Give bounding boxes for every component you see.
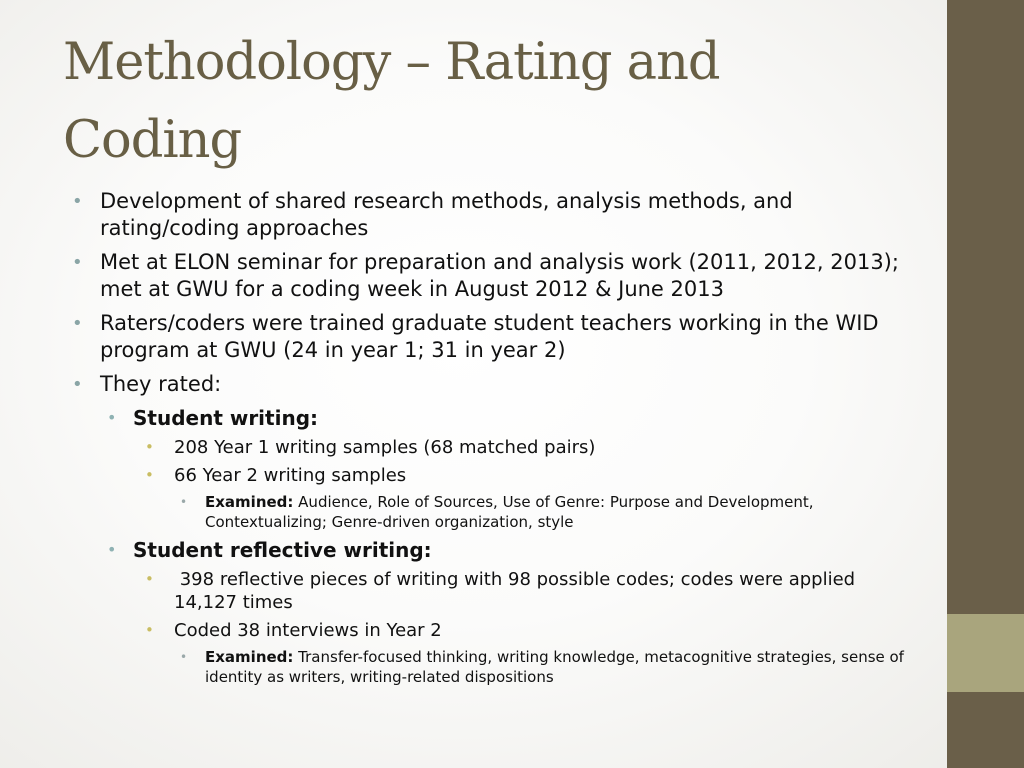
bullet-text: Coded 38 interviews in Year 2	[174, 620, 442, 641]
bullet-text: Development of shared research methods, analysis methods, and rating/coding approaches	[100, 189, 793, 240]
bullet-dot-icon: •	[145, 621, 154, 639]
sub-sub-bullet	[143, 568, 910, 614]
reflective-writing-heading: Student reflective writing:	[133, 538, 432, 562]
bullet-dot-icon: •	[180, 650, 188, 664]
sub-sub-bullet	[143, 464, 910, 487]
sub-bullet-heading	[103, 537, 910, 563]
examined-label: Examined:	[205, 493, 294, 511]
bullet-item	[70, 371, 910, 398]
bullet-dot-icon: •	[107, 408, 117, 427]
bullet-list	[70, 181, 910, 692]
bullet-text: They rated:	[100, 372, 222, 396]
slide-title-line2: Coding	[63, 111, 242, 170]
bullet-dot-icon: •	[72, 191, 83, 212]
examined-note	[175, 647, 910, 687]
bullet-dot-icon: •	[145, 466, 154, 484]
bullet-dot-icon: •	[107, 540, 117, 559]
bullet-text: 208 Year 1 writing samples (68 matched pairs)	[174, 437, 596, 458]
student-writing-heading: Student writing:	[133, 406, 319, 430]
bullet-dot-icon: •	[72, 252, 83, 273]
bullet-dot-icon: •	[145, 438, 154, 456]
sub-sub-bullet	[143, 619, 910, 642]
bullet-text: Met at ELON seminar for preparation and analysis work (2011, 2012, 2013); met at GWU for a coding week in August 2012 & June 2013	[100, 250, 899, 301]
bullet-text: Raters/coders were trained graduate student teachers working in the WID program at GWU (24 in year 1; 31 in year 2)	[100, 311, 879, 362]
examined-note	[175, 492, 910, 532]
slide-title	[63, 24, 923, 180]
bullet-text: 66 Year 2 writing samples	[174, 465, 407, 486]
examined-text: Transfer-focused thinking, writing knowledge, metacognitive strategies, sense of identity as writers, writing-related dispositions	[205, 648, 904, 686]
bullet-text: 398 reflective pieces of writing with 98 possible codes; codes were applied 14,127 times	[174, 569, 861, 613]
bullet-item	[70, 310, 910, 364]
examined-text: Audience, Role of Sources, Use of Genre: Purpose and Development, Contextualizing; Genre-driven organization, style	[205, 493, 814, 531]
sub-sub-bullet	[143, 436, 910, 459]
examined-label: Examined:	[205, 648, 294, 666]
bullet-dot-icon: •	[72, 374, 83, 395]
bullet-dot-icon: •	[180, 495, 188, 509]
sub-bullet-heading	[103, 405, 910, 431]
bullet-dot-icon: •	[145, 570, 154, 588]
bullet-item	[70, 249, 910, 303]
bullet-dot-icon: •	[72, 313, 83, 334]
sidebar-accent-block	[947, 614, 1024, 692]
slide-title-line1: Methodology – Rating and	[63, 33, 720, 92]
bullet-item	[70, 188, 910, 242]
